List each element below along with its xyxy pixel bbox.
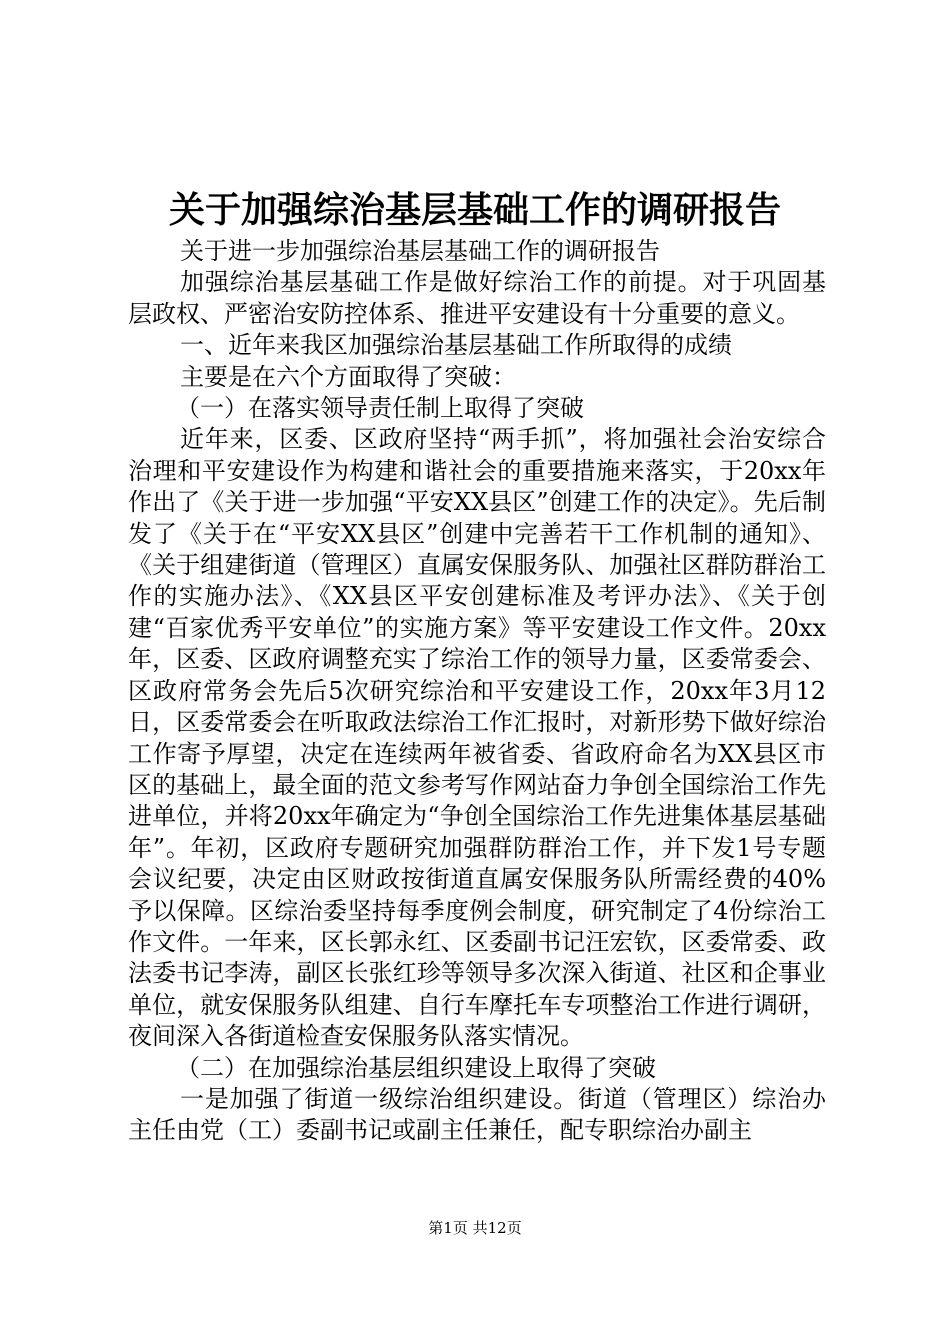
document-body [128, 236, 826, 1147]
document-title: 关于加强综治基层基础工作的调研报告 [168, 189, 781, 231]
paragraph-intro: 加强综治基层基础工作是做好综治工作的前提。对于巩固基层政权、严密治安防控体系、推进平安建设有十分重要的意义。 [128, 268, 826, 328]
subsection-heading-1: （一）在落实领导责任制上取得了突破 [176, 394, 584, 423]
paragraph-subtitle: 关于进一步加强综治基层基础工作的调研报告 [180, 237, 660, 265]
section-heading-achievements: 一、近年来我区加强综治基层基础工作所取得的成绩 [180, 331, 732, 360]
paragraph-organization: 一是加强了街道一级综治组织建设。街道（管理区）综治办主任由党（工）委副书记或副主任兼任，配专职综治办副主 [128, 1084, 826, 1145]
subsection-heading-2: （二）在加强综治基层组织建设上取得了突破 [176, 1053, 656, 1082]
paragraph-leadership: 近年来，区委、区政府坚持“两手抓”，将加强社会治安综合治理和平安建设作为构建和谐社会的重要措施来落实，于20xx年作出了《关于进一步加强“平安XX县区”创建工作的决定》。先后制发了《关于在“平安XX县区”创建中完善若干工作机制的通知》、《关于组建街道（管理区）直属安保服务队、加强社区群防群治工作的实施办法》、《XX县区平安创建标准及考评办法》、《关于创建“百家优秀平安单位”的实施方案》等平安建设工作文件。20xx年，区委、区政府调整充实了综治工作的领导力量，区委常委会、区政府常务会先后5次研究综治和平安建设工作，20xx年3月12日，区委常委会在听取政法综治工作汇报时，对新形势下做好综治工作寄予厚望，决定在连续两年被省委、省政府命名为XX县区市区的基础上，最全面的范文参考写作网站奋力争创全国综治工作先进单位，并将20xx年确定为“争创全国综治工作先进集体基层基础年”。年初，区政府专题研究加强群防群治工作，并下发1号专题会议纪要，决定由区财政按街道直属安保服务队所需经费的40%予以保障。区综治委坚持每季度例会制度，研究制定了4份综治工作文件。一年来，区长郭永红、区委副书记汪宏钦，区委常委、政法委书记李涛，副区长张红珍等领导多次深入街道、社区和企事业单位，就安保服务队组建、自行车摩托车专项整治工作进行调研，夜间深入各街道检查安保服务队落实情况。 [128, 425, 826, 1051]
page-footer: 第1页 共12页 [428, 1219, 522, 1237]
paragraph-summary: 主要是在六个方面取得了突破： [180, 362, 516, 391]
